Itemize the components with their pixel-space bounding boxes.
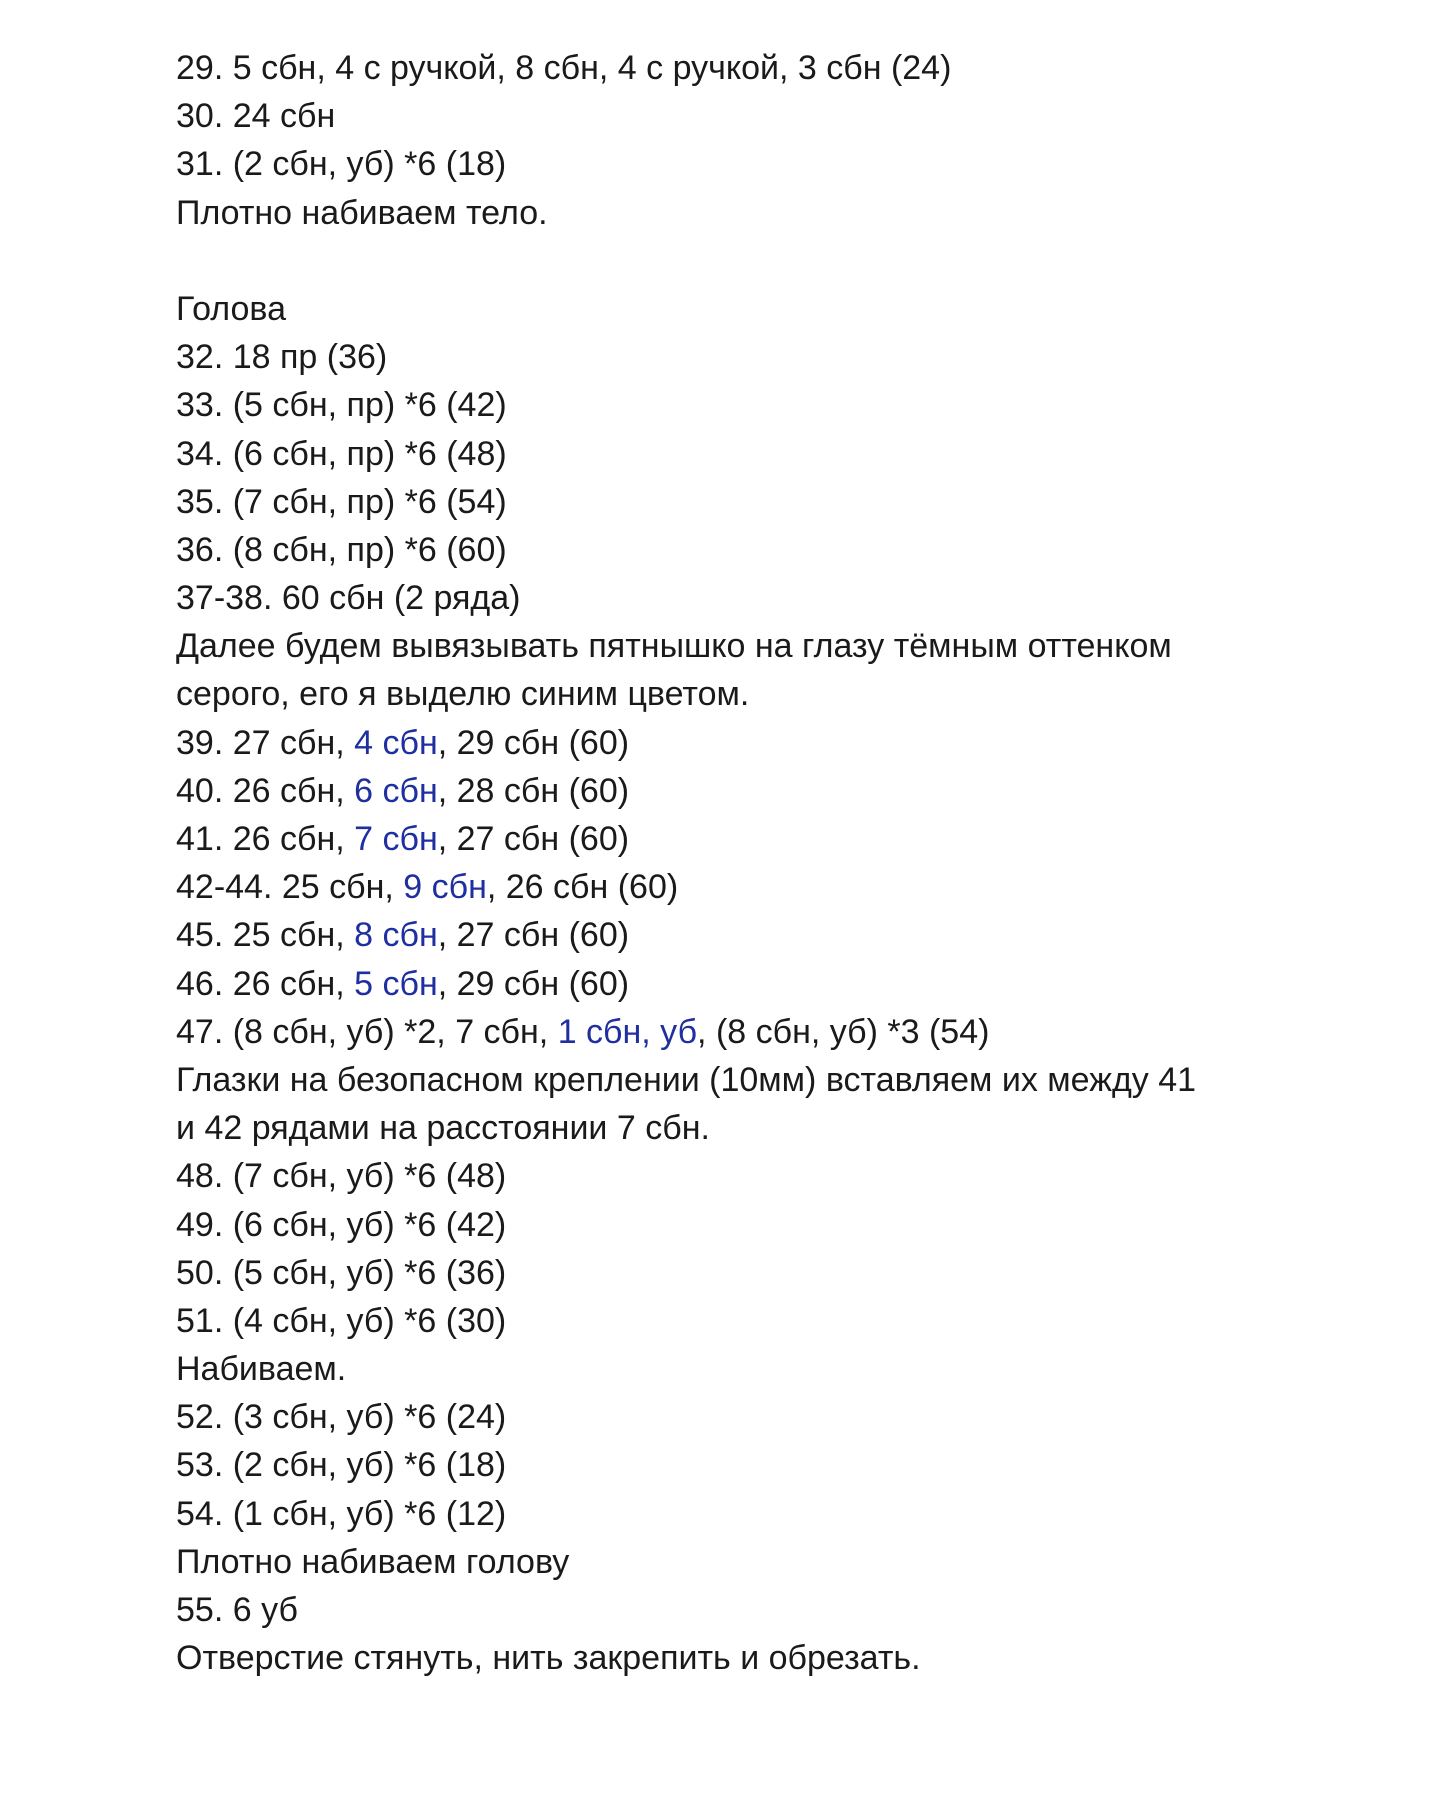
line-text: 49. (6 сбн, уб) *6 (42) — [176, 1205, 507, 1244]
line-text: 31. (2 сбн, уб) *6 (18) — [176, 145, 507, 184]
pattern-row — [176, 574, 1356, 622]
line-text: 40. 26 сбн, — [176, 771, 355, 810]
line-text: 29. 5 сбн, 4 с ручкой, 8 сбн, 4 с ручкой, 3 сбн (24) — [176, 49, 952, 87]
highlighted-stitches: 9 сбн — [403, 868, 487, 907]
line-text: 52. (3 сбн, уб) *6 (24) — [176, 1398, 507, 1437]
line-text: 53. (2 сбн, уб) *6 (18) — [176, 1446, 507, 1485]
line-text: , 29 сбн (60) — [437, 964, 630, 1003]
pattern-row — [176, 1441, 1356, 1489]
line-text: 34. (6 сбн, пр) *6 (48) — [176, 434, 507, 473]
pattern-row — [176, 478, 1356, 526]
line-text: 45. 25 сбн, — [176, 916, 355, 955]
line-text: 39. 27 сбн, — [176, 723, 355, 762]
pattern-row — [176, 1249, 1356, 1297]
line-text: 55. 6 уб — [176, 1591, 298, 1629]
highlighted-stitches: 8 сбн — [354, 916, 438, 955]
pattern-row — [176, 1393, 1356, 1441]
pattern-row — [176, 1490, 1356, 1538]
line-text: Голова — [176, 289, 287, 328]
line-text: Отверстие стянуть, нить закрепить и обрезать. — [176, 1639, 921, 1678]
section-heading — [176, 285, 1356, 333]
line-text: , 27 сбн (60) — [437, 820, 630, 858]
line-text: , (8 сбн, уб) *3 (54) — [697, 1012, 990, 1051]
pattern-row — [176, 381, 1356, 429]
blank-line — [176, 237, 1356, 285]
instruction-note — [176, 1538, 1356, 1586]
instruction-note — [176, 1056, 1356, 1104]
pattern-document — [176, 44, 1356, 1682]
pattern-row — [176, 863, 1356, 911]
line-text: 36. (8 сбн, пр) *6 (60) — [176, 530, 507, 569]
line-text: , 29 сбн (60) — [437, 723, 630, 762]
instruction-note — [176, 1345, 1356, 1393]
instruction-note — [176, 189, 1356, 237]
line-text: 54. (1 сбн, уб) *6 (12) — [176, 1494, 507, 1533]
line-text: , 28 сбн (60) — [437, 771, 630, 810]
line-text: Плотно набиваем голову — [176, 1542, 570, 1581]
pattern-row — [176, 92, 1356, 140]
line-text: 47. (8 сбн, уб) *2, 7 сбн, — [176, 1012, 558, 1051]
line-text: , 26 сбн (60) — [486, 868, 679, 907]
line-text: 50. (5 сбн, уб) *6 (36) — [176, 1253, 507, 1292]
pattern-row — [176, 815, 1356, 863]
line-text: 51. (4 сбн, уб) *6 (30) — [176, 1301, 507, 1340]
highlighted-stitches: 4 сбн — [354, 723, 438, 762]
pattern-row — [176, 44, 1356, 92]
line-text: 48. (7 сбн, уб) *6 (48) — [176, 1157, 507, 1196]
line-text: 32. 18 пр (36) — [176, 338, 388, 377]
line-text: 33. (5 сбн, пр) *6 (42) — [176, 386, 507, 425]
pattern-row — [176, 719, 1356, 767]
pattern-row — [176, 430, 1356, 478]
line-text: 30. 24 сбн — [176, 97, 336, 136]
highlighted-stitches: 7 сбн — [354, 820, 438, 858]
pattern-row — [176, 960, 1356, 1008]
line-text: серого, его я выделю синим цветом. — [176, 675, 750, 714]
pattern-row — [176, 526, 1356, 574]
pattern-row — [176, 1152, 1356, 1200]
line-text: Плотно набиваем тело. — [176, 193, 548, 232]
line-text: и 42 рядами на расстоянии 7 сбн. — [176, 1109, 710, 1148]
highlighted-stitches: 1 сбн, уб — [557, 1012, 698, 1051]
line-text: , 27 сбн (60) — [437, 916, 630, 955]
pattern-row — [176, 1586, 1356, 1634]
line-text: 41. 26 сбн, — [176, 820, 355, 858]
pattern-row — [176, 140, 1356, 188]
instruction-note — [176, 1634, 1356, 1682]
pattern-row — [176, 767, 1356, 815]
line-text: 37-38. 60 сбн (2 ряда) — [176, 579, 521, 618]
pattern-row — [176, 333, 1356, 381]
pattern-row — [176, 1297, 1356, 1345]
line-text: 42-44. 25 сбн, — [176, 868, 404, 907]
instruction-note — [176, 670, 1356, 718]
pattern-row — [176, 1201, 1356, 1249]
pattern-row — [176, 1008, 1356, 1056]
line-text: Далее будем вывязывать пятнышко на глазу тёмным оттенком — [176, 627, 1172, 666]
instruction-note — [176, 1104, 1356, 1152]
highlighted-stitches: 6 сбн — [354, 771, 438, 810]
highlighted-stitches: 5 сбн — [354, 964, 438, 1003]
pattern-row — [176, 911, 1356, 959]
line-text: Глазки на безопасном креплении (10мм) вставляем их между 41 — [176, 1060, 1197, 1099]
line-text: 46. 26 сбн, — [176, 964, 355, 1003]
line-text: Набиваем. — [176, 1350, 347, 1389]
line-text: 35. (7 сбн, пр) *6 (54) — [176, 482, 507, 521]
instruction-note — [176, 622, 1356, 670]
